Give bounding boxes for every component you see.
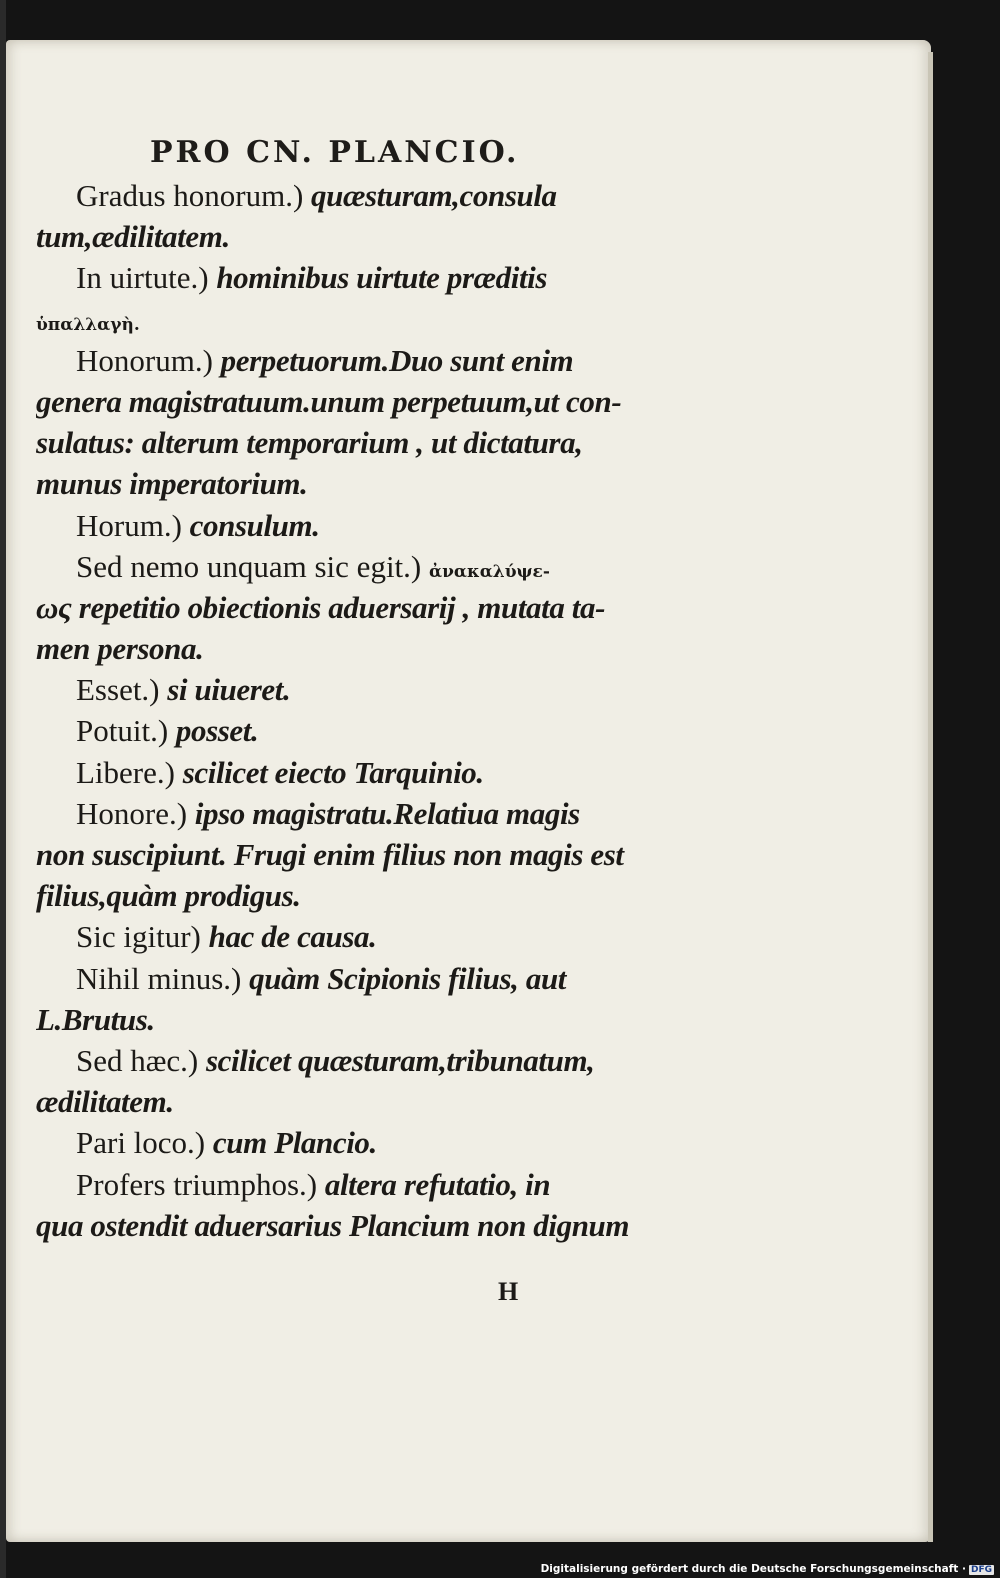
greek-term: ὑπαλλαγὴ.	[36, 314, 140, 335]
text-line	[36, 1081, 648, 1122]
gloss-text: ως repetitio obiectionis aduersarij , mutata ta-	[36, 589, 606, 625]
gloss-text: non suscipiunt. Frugi enim filius non magis est	[36, 837, 624, 872]
dfg-logo-badge: DFG	[970, 1565, 992, 1575]
lemma-text: Honorum.)	[76, 342, 221, 378]
gloss-text: ipso magistratu.Relatiua magis	[194, 795, 580, 831]
gloss-text: filius,quàm prodigus.	[36, 878, 301, 914]
page-edge	[928, 52, 933, 1542]
lemma-text: Honore.)	[76, 795, 195, 831]
lemma-text: Nihil minus.)	[76, 960, 250, 996]
lemma-text: Sed nemo unquam sic egit.)	[76, 548, 429, 584]
text-line	[36, 175, 648, 216]
gloss-text: scilicet eiecto Tarquinio.	[182, 754, 484, 790]
text-line	[36, 505, 648, 546]
text-line	[36, 463, 648, 504]
lemma-text: Horum.)	[76, 507, 190, 543]
lemma-text: Profers triumphos.)	[76, 1166, 325, 1202]
text-line	[36, 628, 648, 669]
gloss-text: perpetuorum.Duo sunt enim	[220, 342, 574, 378]
funding-text: Digitalisierung gefördert durch die Deutsche Forschungsgemeinschaft ·	[540, 1563, 966, 1575]
running-header: PRO CN. PLANCIO.	[150, 135, 520, 170]
text-line	[36, 587, 648, 628]
lemma-text: Sed hæc.)	[76, 1042, 207, 1078]
text-line	[36, 422, 648, 463]
signature-mark: H	[498, 1277, 519, 1306]
text-line	[36, 999, 648, 1040]
gloss-text: genera magistratuum.unum perpetuum,ut con-	[36, 383, 622, 419]
gloss-text: quæsturam,consula	[311, 178, 557, 213]
gloss-text: sulatus: alterum temporarium , ut dictatura,	[36, 425, 583, 461]
text-line	[36, 752, 648, 793]
gloss-text: tum,ædilitatem.	[36, 219, 230, 255]
text-line	[36, 669, 648, 710]
gloss-text: hominibus uirtute præditis	[216, 260, 548, 296]
text-line	[36, 1040, 648, 1081]
gloss-text: altera refutatio, in	[324, 1166, 551, 1202]
greek-term: ἀνακαλύψε-	[429, 561, 550, 582]
lemma-text: Libere.)	[76, 754, 183, 790]
text-line	[36, 958, 648, 999]
gloss-text: men persona.	[36, 631, 204, 667]
gloss-text: munus imperatorium.	[36, 466, 308, 502]
text-line	[36, 916, 648, 957]
commentary-text-block	[36, 175, 648, 1246]
funding-footer	[541, 1563, 994, 1575]
lemma-text: Gradus honorum.)	[76, 178, 312, 213]
gloss-text: scilicet quæsturam,tribunatum,	[206, 1042, 595, 1078]
lemma-text: Potuit.)	[76, 713, 176, 749]
gloss-text: quàm Scipionis filius, aut	[249, 960, 567, 996]
gloss-text: ædilitatem.	[36, 1084, 174, 1120]
gloss-text: hac de causa.	[208, 919, 377, 955]
gloss-text: consulum.	[189, 507, 320, 543]
text-line	[36, 546, 648, 587]
text-line	[36, 875, 648, 916]
text-line	[36, 1164, 648, 1205]
gloss-text: si uiueret.	[167, 672, 291, 708]
text-line	[36, 299, 648, 340]
text-line	[36, 257, 648, 298]
text-line	[36, 793, 648, 834]
lemma-text: Esset.)	[76, 672, 168, 708]
lemma-text: Sic igitur)	[76, 919, 209, 955]
text-line	[36, 340, 648, 381]
lemma-text: Pari loco.)	[76, 1125, 213, 1161]
lemma-text: In uirtute.)	[76, 260, 217, 296]
gloss-text: qua ostendit aduersarius Plancium non dignum	[36, 1207, 630, 1243]
text-line	[36, 381, 648, 422]
text-line	[36, 710, 648, 751]
gloss-text: L.Brutus.	[36, 1001, 155, 1037]
text-line	[36, 834, 648, 875]
text-line	[36, 216, 648, 257]
text-line	[36, 1122, 648, 1163]
text-line	[36, 1205, 648, 1246]
gloss-text: posset.	[175, 713, 259, 749]
gloss-text: cum Plancio.	[212, 1125, 377, 1161]
